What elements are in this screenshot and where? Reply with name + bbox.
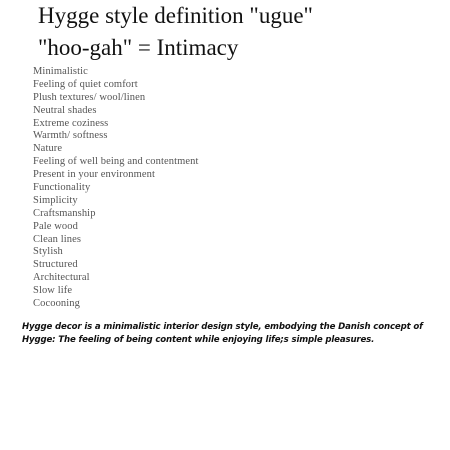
hygge-description: Hygge decor is a minimalistic interior design style, embodying the Danish concept of Hygge: The feeling of being content while enjoying life;s simple pleasures. bbox=[22, 322, 423, 345]
list-item: Present in your environment bbox=[33, 169, 155, 181]
list-item: Pale wood bbox=[33, 220, 78, 232]
page-title-definition: Hygge style definition "ugue" bbox=[38, 3, 313, 28]
list-item: Cocooning bbox=[33, 298, 80, 310]
traits-list bbox=[33, 66, 199, 311]
page-title-pronunciation: "hoo-gah" = Intimacy bbox=[38, 35, 239, 60]
list-item: Craftsmanship bbox=[33, 207, 96, 219]
list-item: Nature bbox=[33, 143, 63, 155]
list-item: Simplicity bbox=[33, 194, 78, 206]
list-item: Stylish bbox=[33, 246, 63, 258]
list-item: Warmth/ softness bbox=[33, 130, 108, 142]
list-item: Plush textures/ wool/linen bbox=[33, 91, 146, 103]
list-item: Neutral shades bbox=[33, 104, 97, 116]
list-item: Clean lines bbox=[33, 233, 82, 245]
list-item: Feeling of well being and contentment bbox=[33, 156, 199, 168]
list-item: Slow life bbox=[33, 285, 73, 297]
list-item: Architectural bbox=[33, 272, 90, 284]
list-item: Structured bbox=[33, 259, 78, 271]
list-item: Extreme coziness bbox=[33, 117, 109, 129]
list-item: Minimalistic bbox=[33, 66, 88, 77]
list-item: Functionality bbox=[33, 182, 91, 194]
list-item: Feeling of quiet comfort bbox=[33, 78, 138, 90]
